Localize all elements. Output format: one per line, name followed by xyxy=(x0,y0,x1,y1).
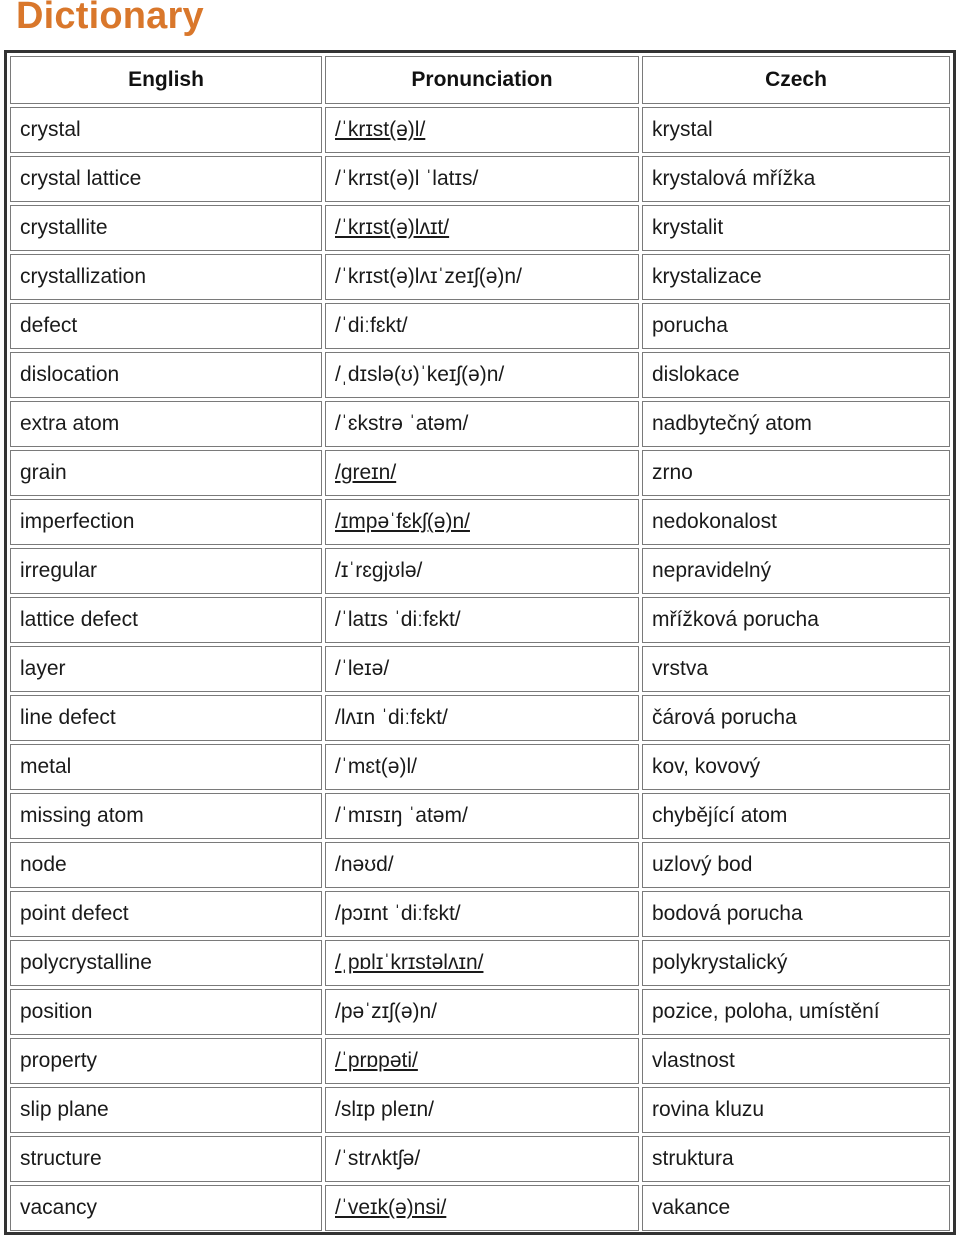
czech-translation: pozice, poloha, umístění xyxy=(642,989,950,1035)
pronunciation-cell xyxy=(325,1087,639,1133)
table-row xyxy=(10,891,950,937)
table-row xyxy=(10,450,950,496)
pronunciation-text: /greɪn/ xyxy=(335,461,397,484)
english-term: irregular xyxy=(10,548,322,594)
table-row xyxy=(10,695,950,741)
pronunciation-cell xyxy=(325,1185,639,1231)
header-row xyxy=(10,56,950,104)
pronunciation-cell xyxy=(325,107,639,153)
table-row xyxy=(10,940,950,986)
pronunciation-text: /ˈmɛt(ə)l/ xyxy=(335,755,417,778)
pronunciation-cell xyxy=(325,499,639,545)
pronunciation-text: /ˈkrɪst(ə)l/ xyxy=(335,118,426,141)
english-term: imperfection xyxy=(10,499,322,545)
czech-translation: struktura xyxy=(642,1136,950,1182)
czech-translation: krystalová mřížka xyxy=(642,156,950,202)
czech-translation: krystal xyxy=(642,107,950,153)
english-term: vacancy xyxy=(10,1185,322,1231)
pronunciation-cell xyxy=(325,891,639,937)
pronunciation-cell xyxy=(325,450,639,496)
dictionary-table-frame xyxy=(4,50,956,1235)
czech-translation: krystalit xyxy=(642,205,950,251)
table-row xyxy=(10,254,950,300)
czech-translation: nepravidelný xyxy=(642,548,950,594)
pronunciation-cell xyxy=(325,940,639,986)
table-row xyxy=(10,1087,950,1133)
czech-translation: vrstva xyxy=(642,646,950,692)
table-row xyxy=(10,989,950,1035)
pronunciation-text: /ˈkrɪst(ə)lʌɪˈzeɪʃ(ə)n/ xyxy=(335,265,522,288)
pronunciation-cell xyxy=(325,401,639,447)
czech-translation: kov, kovový xyxy=(642,744,950,790)
pronunciation-text: /ˈmɪsɪŋ ˈatəm/ xyxy=(335,804,468,827)
pronunciation-cell xyxy=(325,793,639,839)
pronunciation-cell xyxy=(325,842,639,888)
pronunciation-cell xyxy=(325,254,639,300)
english-term: crystal lattice xyxy=(10,156,322,202)
pronunciation-text: /ˈkrɪst(ə)l ˈlatɪs/ xyxy=(335,167,479,190)
english-term: extra atom xyxy=(10,401,322,447)
pronunciation-text: /pəˈzɪʃ(ə)n/ xyxy=(335,1000,438,1023)
english-term: crystallization xyxy=(10,254,322,300)
english-term: crystal xyxy=(10,107,322,153)
english-term: structure xyxy=(10,1136,322,1182)
pronunciation-text: /ˈdiːfɛkt/ xyxy=(335,314,408,337)
table-row xyxy=(10,842,950,888)
header-english: English xyxy=(10,56,322,104)
pronunciation-text: /ˈprɒpəti/ xyxy=(335,1049,418,1072)
pronunciation-cell xyxy=(325,597,639,643)
czech-translation: rovina kluzu xyxy=(642,1087,950,1133)
pronunciation-text: /ˌpɒlɪˈkrɪstəlʌɪn/ xyxy=(335,951,484,974)
header-czech: Czech xyxy=(642,56,950,104)
czech-translation: nadbytečný atom xyxy=(642,401,950,447)
pronunciation-cell xyxy=(325,989,639,1035)
czech-translation: chybějící atom xyxy=(642,793,950,839)
pronunciation-text: /ˌdɪslə(ʊ)ˈkeɪʃ(ə)n/ xyxy=(335,363,505,386)
pronunciation-text: /ɪˈrɛgjʊlə/ xyxy=(335,559,423,582)
czech-translation: dislokace xyxy=(642,352,950,398)
czech-translation: polykrystalický xyxy=(642,940,950,986)
english-term: position xyxy=(10,989,322,1035)
pronunciation-cell xyxy=(325,303,639,349)
english-term: line defect xyxy=(10,695,322,741)
english-term: grain xyxy=(10,450,322,496)
czech-translation: zrno xyxy=(642,450,950,496)
pronunciation-cell xyxy=(325,1038,639,1084)
pronunciation-text: /slɪp pleɪn/ xyxy=(335,1098,435,1121)
table-row xyxy=(10,548,950,594)
header-pronunciation: Pronunciation xyxy=(325,56,639,104)
pronunciation-text: /ˈɛkstrə ˈatəm/ xyxy=(335,412,469,435)
table-row xyxy=(10,303,950,349)
english-term: layer xyxy=(10,646,322,692)
pronunciation-cell xyxy=(325,695,639,741)
english-term: missing atom xyxy=(10,793,322,839)
english-term: metal xyxy=(10,744,322,790)
english-term: slip plane xyxy=(10,1087,322,1133)
table-row xyxy=(10,352,950,398)
table-row xyxy=(10,205,950,251)
english-term: crystallite xyxy=(10,205,322,251)
table-body xyxy=(10,107,950,1231)
pronunciation-text: /ˈleɪə/ xyxy=(335,657,390,680)
czech-translation: nedokonalost xyxy=(642,499,950,545)
table-row xyxy=(10,646,950,692)
czech-translation: mřížková porucha xyxy=(642,597,950,643)
table-row xyxy=(10,744,950,790)
pronunciation-cell xyxy=(325,205,639,251)
pronunciation-cell xyxy=(325,156,639,202)
pronunciation-text: /ˈlatɪs ˈdiːfɛkt/ xyxy=(335,608,461,631)
pronunciation-cell xyxy=(325,646,639,692)
english-term: node xyxy=(10,842,322,888)
english-term: point defect xyxy=(10,891,322,937)
table-row xyxy=(10,1185,950,1231)
english-term: dislocation xyxy=(10,352,322,398)
pronunciation-text: /nəʊd/ xyxy=(335,853,394,876)
english-term: property xyxy=(10,1038,322,1084)
pronunciation-text: /pɔɪnt ˈdiːfɛkt/ xyxy=(335,902,461,925)
table-row xyxy=(10,1038,950,1084)
pronunciation-cell xyxy=(325,744,639,790)
czech-translation: vakance xyxy=(642,1185,950,1231)
table-row xyxy=(10,401,950,447)
table-row xyxy=(10,156,950,202)
pronunciation-cell xyxy=(325,548,639,594)
czech-translation: krystalizace xyxy=(642,254,950,300)
pronunciation-text: /ɪmpəˈfɛkʃ(ə)n/ xyxy=(335,510,470,533)
czech-translation: uzlový bod xyxy=(642,842,950,888)
czech-translation: vlastnost xyxy=(642,1038,950,1084)
pronunciation-cell xyxy=(325,1136,639,1182)
english-term: lattice defect xyxy=(10,597,322,643)
czech-translation: bodová porucha xyxy=(642,891,950,937)
pronunciation-text: /lʌɪn ˈdiːfɛkt/ xyxy=(335,706,448,729)
czech-translation: čárová porucha xyxy=(642,695,950,741)
english-term: defect xyxy=(10,303,322,349)
table-row xyxy=(10,1136,950,1182)
table-row xyxy=(10,793,950,839)
page-title: Dictionary xyxy=(16,0,204,37)
pronunciation-text: /ˈstrʌktʃə/ xyxy=(335,1147,421,1170)
pronunciation-text: /ˈveɪk(ə)nsi/ xyxy=(335,1196,447,1219)
czech-translation: porucha xyxy=(642,303,950,349)
pronunciation-cell xyxy=(325,352,639,398)
english-term: polycrystalline xyxy=(10,940,322,986)
dictionary-table xyxy=(7,53,953,1234)
pronunciation-text: /ˈkrɪst(ə)lʌɪt/ xyxy=(335,216,450,239)
table-row xyxy=(10,499,950,545)
table-row xyxy=(10,597,950,643)
table-row xyxy=(10,107,950,153)
